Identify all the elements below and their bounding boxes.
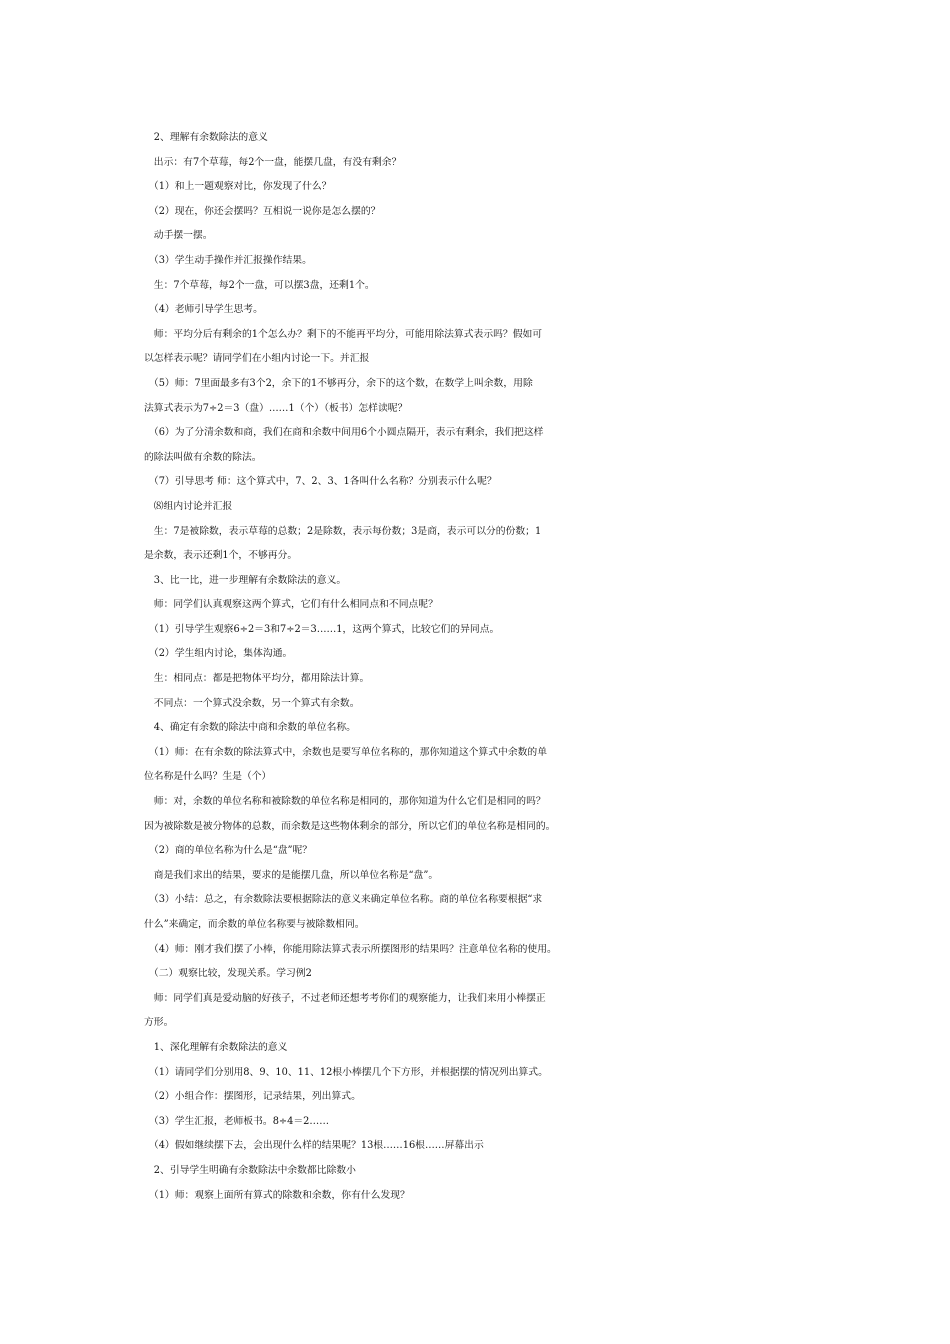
text-line: 以怎样表示呢？请同学们在小组内讨论一下。并汇报 [144, 353, 370, 365]
text-line: （1）和上一题观察对比，你发现了什么？ [144, 181, 332, 193]
text-line: 的除法叫做有余数的除法。 [144, 451, 262, 463]
text-line: （2）学生组内讨论，集体沟通。 [144, 648, 293, 660]
text-line: （1）引导学生观察6÷2＝3和7÷2＝3……1，这两个算式，比较它们的异同点。 [144, 623, 500, 635]
text-line: 是余数，表示还剩1个，不够再分。 [144, 550, 298, 562]
document-body [144, 126, 824, 1208]
text-line: （3）学生动手操作并汇报操作结果。 [144, 254, 312, 266]
text-line: 因为被除数是被分物体的总数，而余数是这些物体剩余的部分，所以它们的单位名称是相同的。 [144, 820, 556, 832]
text-line: （6）为了分清余数和商，我们在商和余数中间用6个小圆点隔开，表示有剩余，我们把这样 [144, 427, 544, 439]
text-line: 生：7是被除数，表示草莓的总数；2是除数，表示每份数；3是商，表示可以分的份数；1 [144, 525, 542, 537]
text-line: 2、引导学生明确有余数除法中余数都比除数小 [144, 1164, 356, 1176]
text-line: （4）假如继续摆下去，会出现什么样的结果呢？13根……16根……屏幕出示 [144, 1140, 484, 1152]
text-line: 3、比一比，进一步理解有余数除法的意义。 [144, 574, 347, 586]
text-line: 位名称是什么吗？生是（个） [144, 771, 272, 783]
text-line: 师：对，余数的单位名称和被除数的单位名称是相同的，那你知道为什么它们是相同的吗？ [144, 796, 546, 808]
text-line: （2）现在，你还会摆吗？互相说一说你是怎么摆的？ [144, 205, 381, 217]
text-line: 师：平均分后有剩余的1个怎么办？剩下的不能再平均分，可能用除法算式表示吗？假如可 [144, 328, 543, 340]
text-line: 生：7个草莓，每2个一盘，可以摆3盘，还剩1个。 [144, 279, 375, 291]
text-line: 商是我们求出的结果，要求的是能摆几盘，所以单位名称是“盘”。 [144, 869, 439, 881]
text-line: （5）师：7里面最多有3个2，余下的1不够再分，余下的这个数，在数学上叫余数，用除 [144, 377, 533, 389]
text-line: 出示：有7个草莓，每2个一盘，能摆几盘，有没有剩余？ [144, 156, 402, 168]
text-line: （4）老师引导学生思考。 [144, 304, 263, 316]
text-line: （7）引导思考 师：这个算式中，7、2、3、1各叫什么名称？分别表示什么呢？ [144, 476, 497, 488]
text-line: 什么”来确定，而余数的单位名称要与被除数相同。 [144, 919, 365, 930]
text-line: （1）师：观察上面所有算式的除数和余数，你有什么发现？ [144, 1189, 410, 1201]
text-line: （4）师：刚才我们摆了小棒，你能用除法算式表示所摆图形的结果吗？注意单位名称的使用。 [144, 943, 557, 955]
text-line: 1、深化理解有余数除法的意义 [144, 1041, 288, 1053]
text-line: （1）请同学们分别用8、9、10、11、12根小棒摆几个下方形，并根据摆的情况列出算式。 [144, 1066, 548, 1078]
text-line: 不同点：一个算式没余数，另一个算式有余数。 [144, 697, 360, 709]
text-line: （1）师：在有余数的除法算式中，余数也是要写单位名称的，那你知道这个算式中余数的单 [144, 746, 548, 758]
text-line: （二）观察比较，发现关系。学习例2 [144, 968, 312, 980]
text-line: 师：同学们认真观察这两个算式，它们有什么相同点和不同点呢？ [144, 599, 438, 611]
text-line: 师：同学们真是爱动脑的好孩子，不过老师还想考考你们的观察能力，让我们来用小棒摆正 [144, 992, 546, 1004]
text-line: （2）商的单位名称为什么是“盘”呢？ [144, 845, 313, 857]
text-line: （3）小结：总之，有余数除法要根据除法的意义来确定单位名称。商的单位名称要根据“求 [144, 894, 543, 906]
text-line: 方形。 [144, 1017, 174, 1029]
text-line: ⑻组内讨论并汇报 [144, 500, 233, 512]
text-line: （2）小组合作：摆图形，记录结果，列出算式。 [144, 1091, 361, 1103]
text-line: 4、确定有余数的除法中商和余数的单位名称。 [144, 722, 356, 734]
text-line: 动手摆一摆。 [144, 230, 213, 242]
text-line: （3）学生汇报，老师板书。8÷4＝2…… [144, 1115, 329, 1127]
text-line: 法算式表示为7÷2＝3（盘）……1（个）（板书）怎样读呢？ [144, 402, 408, 414]
text-line: 生：相同点：都是把物体平均分，都用除法计算。 [144, 673, 370, 685]
text-line: 2、理解有余数除法的意义 [144, 132, 268, 143]
